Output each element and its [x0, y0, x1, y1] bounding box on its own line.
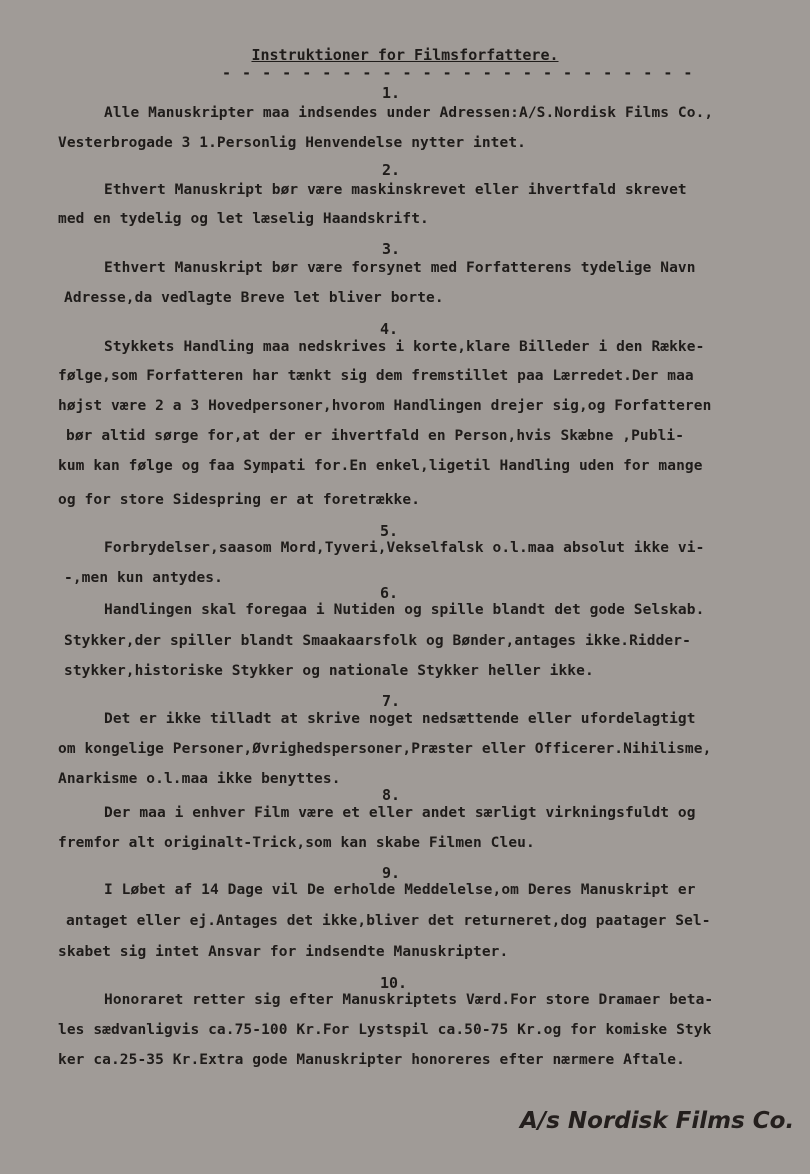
text-line: Honoraret retter sig efter Manuskriptets Værd.For store Dramaer beta-: [104, 992, 714, 1008]
text-line: Det er ikke tilladt at skrive noget nedsættende eller ufordelagtigt: [104, 711, 696, 727]
section-number: 3.: [382, 240, 401, 258]
text-line: fremfor alt originalt-Trick,som kan skabe Filmen Cleu.: [58, 835, 535, 851]
section-number: 10.: [380, 974, 408, 992]
text-line: bør altid sørge for,at der er ihvertfald en Person,hvis Skæbne ,Publi-: [66, 428, 685, 444]
text-line: stykker,historiske Stykker og nationale Stykker heller ikke.: [64, 663, 594, 679]
text-line: Stykkets Handling maa nedskrives i korte,klare Billeder i den Række-: [104, 339, 705, 355]
text-line: Alle Manuskripter maa indsendes under Adressen:A/S.Nordisk Films Co.,: [104, 105, 714, 121]
section-number: 4.: [380, 320, 399, 338]
text-line: antaget eller ej.Antages det ikke,bliver det returneret,dog paatager Sel-: [66, 913, 711, 929]
text-line: Ethvert Manuskript bør være maskinskrevet eller ihvertfald skrevet: [104, 182, 687, 198]
section-number: 2.: [382, 161, 401, 179]
text-line: Der maa i enhver Film være et eller andet særligt virkningsfuldt og: [104, 805, 696, 821]
title-underline: - - - - - - - - - - - - - - - - - - - - - - - -: [222, 64, 694, 82]
text-line: med en tydelig og let læselig Haandskrift.: [58, 211, 429, 227]
text-line: kum kan følge og faa Sympati for.En enkel,ligetil Handling uden for mange: [58, 458, 703, 474]
text-line: følge,som Forfatteren har tænkt sig dem fremstillet paa Lærredet.Der maa: [58, 368, 694, 384]
text-line: I Løbet af 14 Dage vil De erholde Meddelelse,om Deres Manuskript er: [104, 882, 696, 898]
section-number: 6.: [380, 584, 399, 602]
text-line: Handlingen skal foregaa i Nutiden og spille blandt det gode Selskab.: [104, 602, 705, 618]
text-line: Vesterbrogade 3 1.Personlig Henvendelse nytter intet.: [58, 135, 526, 151]
text-line: Adresse,da vedlagte Breve let bliver borte.: [64, 290, 444, 306]
text-line: Stykker,der spiller blandt Smaakaarsfolk og Bønder,antages ikke.Ridder-: [64, 633, 691, 649]
section-number: 7.: [382, 692, 401, 710]
text-line: om kongelige Personer,Øvrighedspersoner,Præster eller Officerer.Nihilisme,: [58, 741, 712, 757]
text-line: højst være 2 a 3 Hovedpersoner,hvorom Handlingen drejer sig,og Forfatteren: [58, 398, 712, 414]
text-line: skabet sig intet Ansvar for indsendte Manuskripter.: [58, 944, 509, 960]
text-line: ker ca.25-35 Kr.Extra gode Manuskripter honoreres efter nærmere Aftale.: [58, 1052, 685, 1068]
section-number: 9.: [382, 864, 401, 882]
text-line: og for store Sidespring er at foretrække.: [58, 492, 421, 508]
text-line: Anarkisme o.l.maa ikke benyttes.: [58, 771, 341, 787]
document-title: Instruktioner for Filmsforfattere.: [251, 46, 559, 64]
text-line: Forbrydelser,saasom Mord,Tyveri,Vekselfalsk o.l.maa absolut ikke vi-: [104, 540, 705, 556]
text-line: -,men kun antydes.: [64, 570, 223, 586]
section-number: 1.: [382, 84, 401, 102]
text-line: Ethvert Manuskript bør være forsynet med Forfatterens tydelige Navn: [104, 260, 696, 276]
section-number: 5.: [380, 522, 399, 540]
company-signature: A/s Nordisk Films Co.: [520, 1108, 795, 1134]
text-line: les sædvanligvis ca.75-100 Kr.For Lystspil ca.50-75 Kr.og for komiske Styk: [58, 1022, 712, 1038]
section-number: 8.: [382, 786, 401, 804]
